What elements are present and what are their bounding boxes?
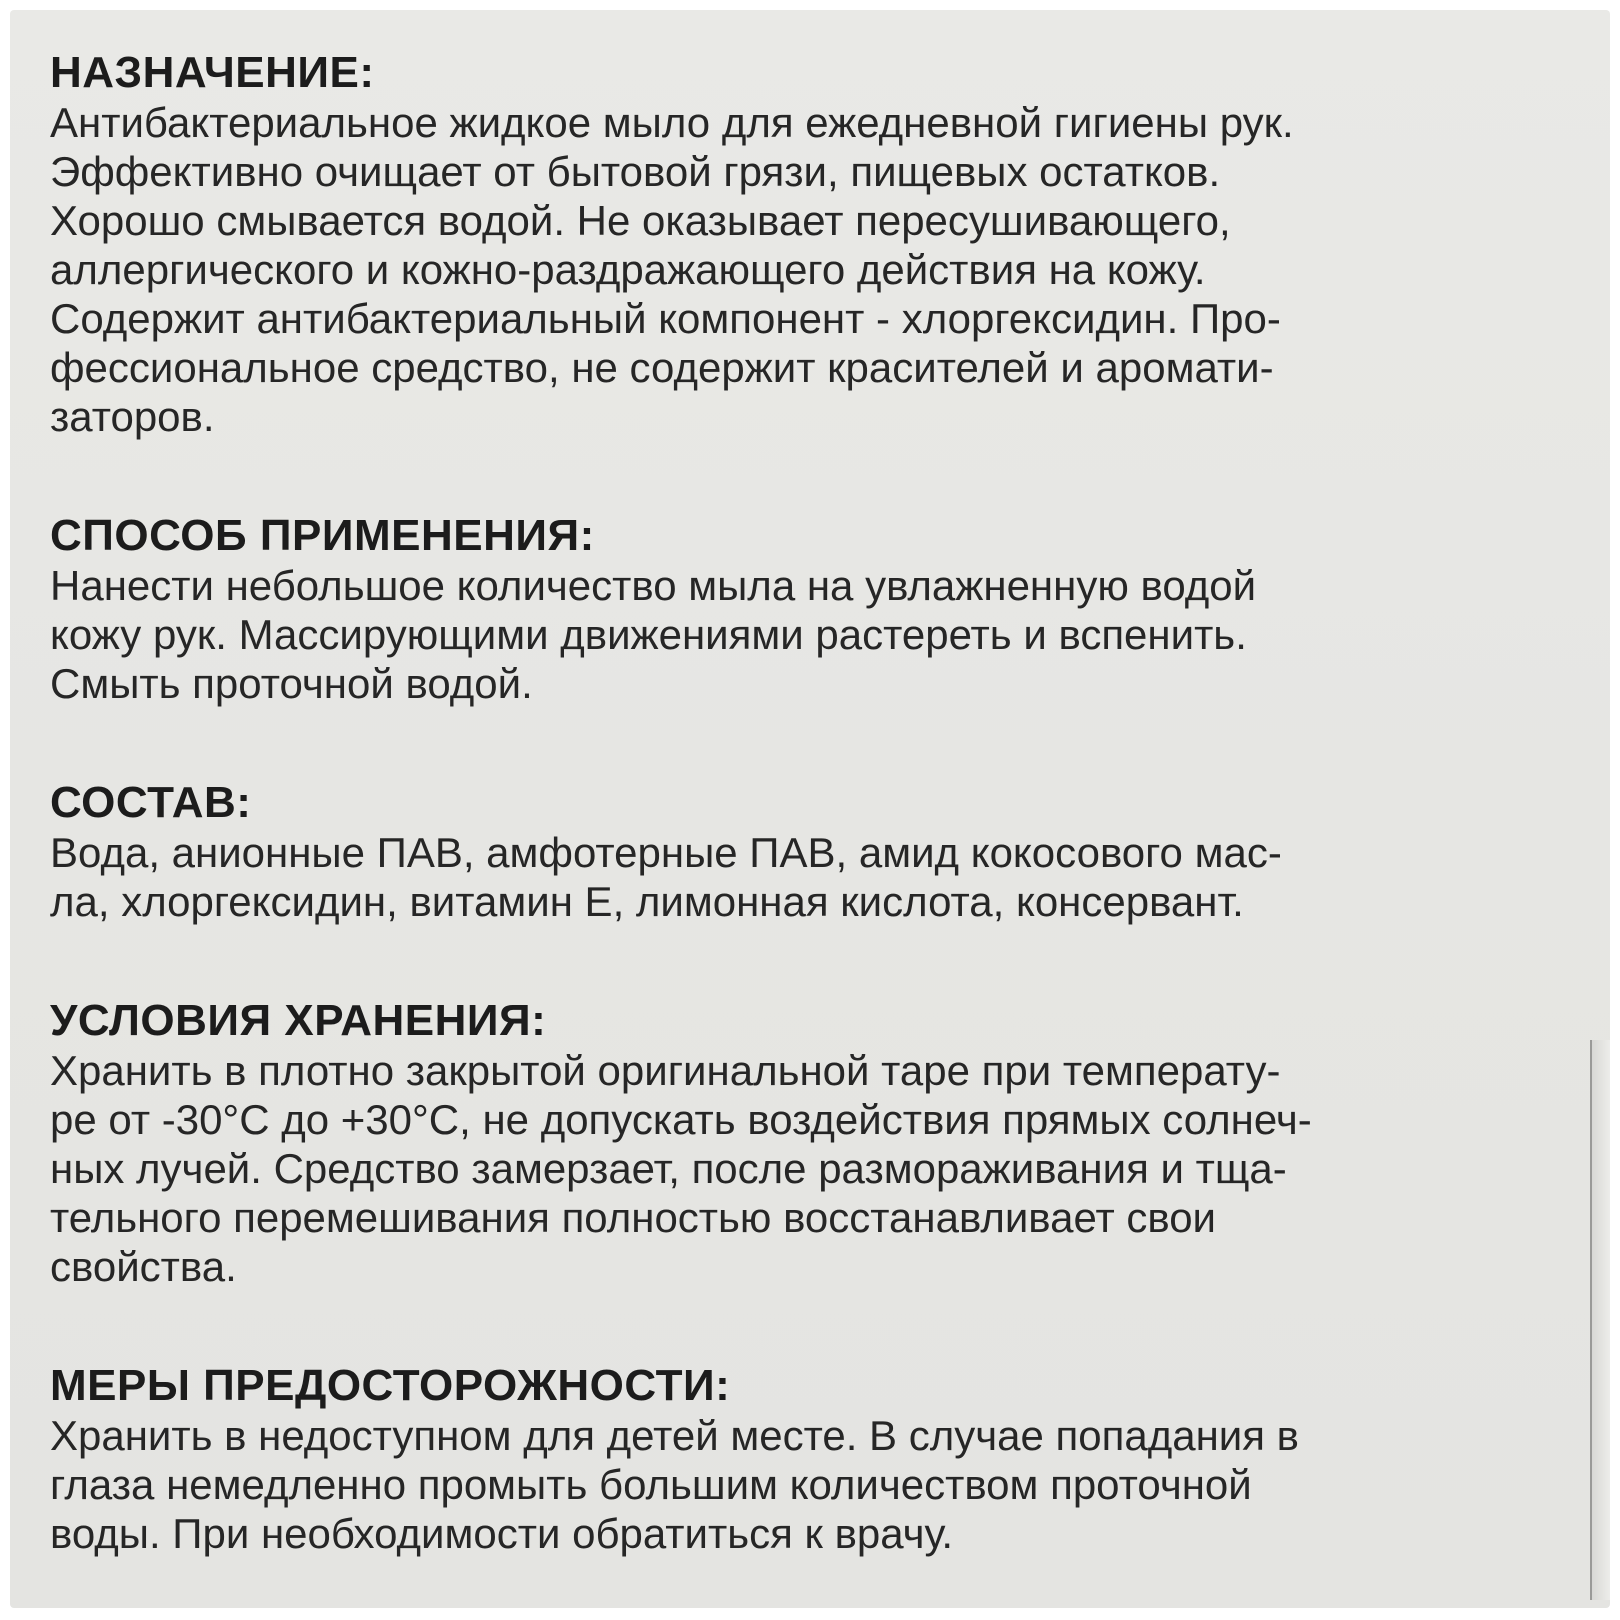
text-line: фессиональное средство, не содержит красителей и аромати- xyxy=(50,344,1274,391)
section-heading: НАЗНАЧЕНИЕ: xyxy=(50,48,375,97)
section-body xyxy=(50,561,1590,708)
product-label xyxy=(10,10,1610,1608)
text-line: тельного перемешивания полностью восстанавливает свои xyxy=(50,1194,1217,1241)
text-line: Содержит антибактериальный компонент - хлоргексидин. Про- xyxy=(50,295,1281,342)
section-body xyxy=(50,98,1590,441)
text-line: Антибактериальное жидкое мыло для ежедневной гигиены рук. xyxy=(50,99,1294,146)
text-line: кожу рук. Массирующими движениями растереть и вспенить. xyxy=(50,611,1247,658)
text-line: ла, хлоргексидин, витамин Е, лимонная кислота, консервант. xyxy=(50,878,1244,925)
section-heading: СПОСОБ ПРИМЕНЕНИЯ: xyxy=(50,511,595,560)
text-line: Хранить в плотно закрытой оригинальной таре при температу- xyxy=(50,1047,1281,1094)
text-line: Хранить в недоступном для детей месте. В случае попадания в xyxy=(50,1412,1299,1459)
section-body xyxy=(50,828,1590,926)
package-fold-edge xyxy=(1590,1040,1610,1600)
section-body xyxy=(50,1411,1590,1558)
text-line: ре от -30°С до +30°С, не допускать воздействия прямых солнеч- xyxy=(50,1096,1312,1143)
text-line: свойства. xyxy=(50,1243,237,1290)
text-line: аллергического и кожно-раздражающего действия на кожу. xyxy=(50,246,1206,293)
section-heading: МЕРЫ ПРЕДОСТОРОЖНОСТИ: xyxy=(50,1361,731,1410)
section-precautions xyxy=(50,1361,1590,1558)
text-line: воды. При необходимости обратиться к врачу. xyxy=(50,1510,954,1557)
section-usage xyxy=(50,511,1590,708)
text-line: Хорошо смывается водой. Не оказывает пересушивающего, xyxy=(50,197,1231,244)
text-line: Нанести небольшое количество мыла на увлажненную водой xyxy=(50,562,1257,609)
text-line: Эффективно очищает от бытовой грязи, пищевых остатков. xyxy=(50,148,1221,195)
text-line: глаза немедленно промыть большим количеством проточной xyxy=(50,1461,1252,1508)
section-composition xyxy=(50,778,1590,926)
text-line: ных лучей. Средство замерзает, после размораживания и тща- xyxy=(50,1145,1287,1192)
section-heading: СОСТАВ: xyxy=(50,778,252,827)
section-purpose xyxy=(50,48,1590,441)
section-storage xyxy=(50,996,1590,1291)
text-line: Смыть проточной водой. xyxy=(50,660,533,707)
section-heading: УСЛОВИЯ ХРАНЕНИЯ: xyxy=(50,996,547,1045)
text-line: Вода, анионные ПАВ, амфотерные ПАВ, амид кокосового мас- xyxy=(50,829,1282,876)
text-line: заторов. xyxy=(50,393,215,440)
label-text xyxy=(50,48,1590,1558)
section-body xyxy=(50,1046,1590,1291)
